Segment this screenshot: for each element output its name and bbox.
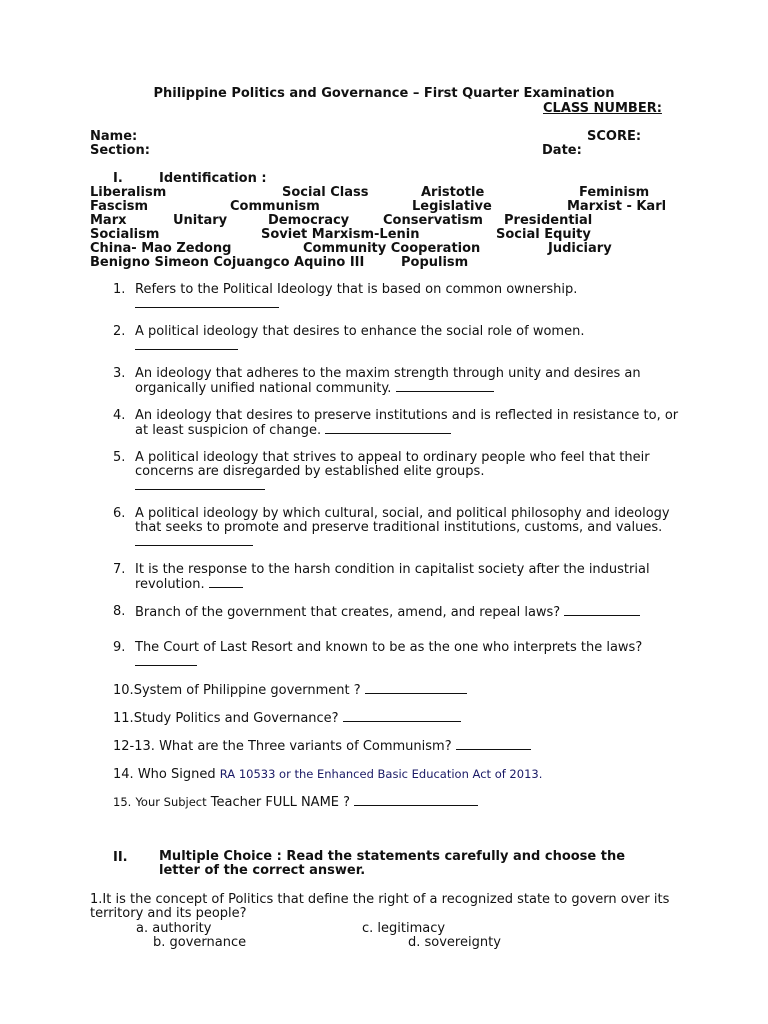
question-text: Who Signed <box>137 767 216 782</box>
identification-question-3 <box>113 367 693 399</box>
question-text: An ideology that adheres to the maxim strength through unity and desires an organically unified national community. <box>135 366 641 396</box>
part2-number: II. <box>113 850 128 865</box>
answer-blank[interactable] <box>135 655 197 666</box>
question-text: Teacher FULL NAME ? <box>210 795 351 810</box>
question-text: It is the response to the harsh condition in capitalist society after the industrial revolution. <box>135 562 650 592</box>
identification-question-15 <box>113 795 478 810</box>
bank-word: Judiciary <box>548 241 612 256</box>
bank-word: Aristotle <box>421 185 485 200</box>
answer-blank[interactable] <box>325 423 451 434</box>
bank-word: Unitary <box>173 213 228 228</box>
bank-word: Liberalism <box>90 185 167 200</box>
question-text-small: Your Subject <box>135 795 207 809</box>
answer-blank[interactable] <box>135 297 279 308</box>
answer-blank[interactable] <box>135 339 238 350</box>
question-number: 5. <box>113 450 126 465</box>
identification-question-12-13 <box>113 739 531 754</box>
question-number: 1. <box>113 282 126 297</box>
question-text: Study Politics and Governance? <box>133 711 339 726</box>
answer-blank[interactable] <box>135 479 265 490</box>
answer-blank[interactable] <box>209 577 243 588</box>
bank-word: Populism <box>401 255 469 270</box>
bank-word: Conservatism <box>383 213 483 228</box>
mc-option-b[interactable]: b. governance <box>153 935 247 950</box>
date-label: Date: <box>542 143 582 158</box>
identification-question-1 <box>113 283 693 315</box>
question-number: 3. <box>113 366 126 381</box>
question-number: 2. <box>113 324 126 339</box>
answer-blank[interactable] <box>396 381 494 392</box>
answer-blank[interactable] <box>354 795 478 806</box>
question-text: A political ideology by which cultural, social, and political philosophy and ideology that seeks to promote and preserve traditional institutions, customs, and values. <box>135 506 670 535</box>
bank-word: Soviet Marxism-Lenin <box>261 227 420 242</box>
identification-question-7 <box>113 563 693 595</box>
question-text: A political ideology that desires to enhance the social role of women. <box>135 324 585 339</box>
question-text: The Court of Last Resort and known to be as the one who interprets the laws? <box>135 640 643 655</box>
identification-question-14 <box>113 767 542 782</box>
question-text: Branch of the government that creates, amend, and repeal laws? <box>135 605 561 620</box>
question-number: 12-13. <box>113 739 155 754</box>
bank-word: Community Cooperation <box>303 241 481 256</box>
identification-question-4 <box>113 409 693 441</box>
bank-word: Benigno Simeon Cojuangco Aquino III <box>90 255 365 270</box>
exam-title: Philippine Politics and Governance – First Quarter Examination <box>153 86 615 101</box>
question-number: 4. <box>113 408 126 423</box>
question-number: 6. <box>113 506 126 521</box>
part1-number: I. <box>113 171 123 186</box>
bank-word: Social Class <box>282 185 369 200</box>
bank-word: Socialism <box>90 227 160 242</box>
bank-word: Presidential <box>504 213 593 228</box>
part1-title: Identification : <box>159 171 267 186</box>
question-text: Refers to the Political Ideology that is based on common ownership. <box>135 282 578 297</box>
question-number: 14. <box>113 767 134 782</box>
bank-word: Communism <box>230 199 320 214</box>
identification-question-10 <box>113 683 467 698</box>
mc-question-1-text: 1.It is the concept of Politics that define the right of a recognized state to govern over its territory and its people? <box>90 892 670 921</box>
part2-title: Multiple Choice : Read the statements carefully and choose the letter of the correct answer. <box>159 849 626 878</box>
bank-word: Legislative <box>412 199 492 214</box>
question-text: A political ideology that strives to appeal to ordinary people who feel that their concerns are disregarded by established elite groups. <box>135 450 650 479</box>
section-label: Section: <box>90 143 150 158</box>
identification-question-2 <box>113 325 693 357</box>
question-text: An ideology that desires to preserve institutions and is reflected in resistance to, or at least suspicion of change. <box>135 408 679 438</box>
mc-option-d[interactable]: d. sovereignty <box>408 935 501 950</box>
answer-blank[interactable] <box>564 605 640 616</box>
bank-word: Fascism <box>90 199 149 214</box>
bank-word: Marxist - Karl <box>567 199 667 214</box>
score-label: SCORE: <box>587 129 642 144</box>
name-label: Name: <box>90 129 138 144</box>
question-number: 8. <box>113 604 126 619</box>
question-number: 15. <box>113 795 132 809</box>
bank-word: Social Equity <box>496 227 591 242</box>
question-number: 11. <box>113 711 134 726</box>
identification-question-5 <box>113 451 693 497</box>
question-number: 9. <box>113 640 126 655</box>
mc-option-c[interactable]: c. legitimacy <box>362 921 446 936</box>
question-number: 7. <box>113 562 126 577</box>
class-number-label: CLASS NUMBER: <box>543 101 662 116</box>
identification-question-6 <box>113 507 693 553</box>
bank-word: China- Mao Zedong <box>90 241 232 256</box>
bank-word: Feminism <box>579 185 650 200</box>
question-number: 10. <box>113 683 134 698</box>
identification-question-9 <box>113 641 693 673</box>
answer-blank[interactable] <box>135 535 253 546</box>
mc-option-a[interactable]: a. authority <box>136 921 212 936</box>
identification-question-11 <box>113 711 461 726</box>
bank-word: Democracy <box>268 213 350 228</box>
bank-word: Marx <box>90 213 127 228</box>
answer-blank[interactable] <box>456 739 531 750</box>
question-text-extra: RA 10533 or the Enhanced Basic Education Act of 2013. <box>219 767 543 781</box>
question-text: What are the Three variants of Communism? <box>159 739 452 754</box>
answer-blank[interactable] <box>343 711 461 722</box>
answer-blank[interactable] <box>365 683 467 694</box>
identification-question-8 <box>113 605 693 623</box>
question-text: System of Philippine government ? <box>133 683 361 698</box>
